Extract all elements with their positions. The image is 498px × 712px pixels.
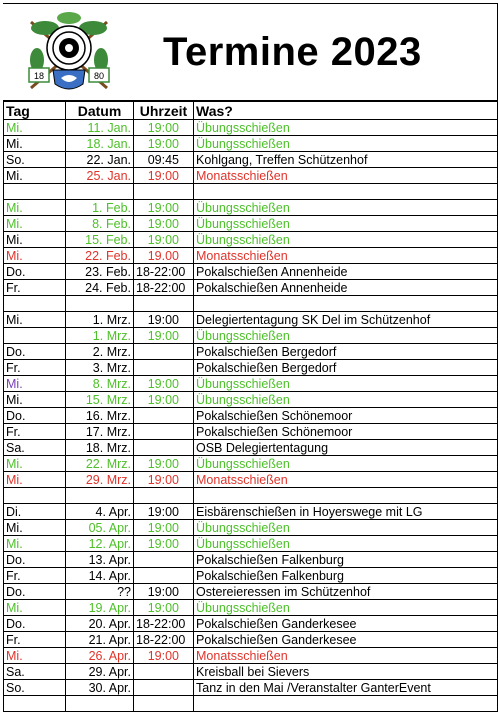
cell-day: Mi. — [4, 120, 66, 136]
cell-date: 21. Apr. — [66, 632, 134, 648]
cell-day: Mi. — [4, 520, 66, 536]
table-row — [4, 536, 498, 552]
cell-what: Übungsschießen — [194, 216, 498, 232]
cell-day: Mi. — [4, 136, 66, 152]
column-header-day: Tag — [4, 101, 66, 120]
cell-time: 19:00 — [134, 456, 194, 472]
table-row — [4, 504, 498, 520]
cell-time — [134, 488, 194, 504]
table-body — [4, 120, 498, 712]
table-row — [4, 328, 498, 344]
table-row — [4, 248, 498, 264]
cell-date: 16. Mrz. — [66, 408, 134, 424]
cell-time: 19:00 — [134, 232, 194, 248]
cell-time: 19:00 — [134, 536, 194, 552]
cell-date: ?? — [66, 584, 134, 600]
cell-what: Pokalschießen Schönemoor — [194, 408, 498, 424]
cell-day: Mi. — [4, 312, 66, 328]
cell-time: 18-22:00 — [134, 616, 194, 632]
table-row — [4, 600, 498, 616]
table-row — [4, 184, 498, 200]
cell-time: 19:00 — [134, 584, 194, 600]
table-row — [4, 264, 498, 280]
cell-time — [134, 568, 194, 584]
cell-what: Übungsschießen — [194, 232, 498, 248]
cell-day: So. — [4, 152, 66, 168]
cell-what: Pokalschießen Bergedorf — [194, 344, 498, 360]
cell-date — [66, 296, 134, 312]
column-header-time: Uhrzeit — [134, 101, 194, 120]
cell-time: 19:00 — [134, 472, 194, 488]
cell-what: Tanz in den Mai /Veranstalter GanterEvent — [194, 680, 498, 696]
cell-what: Pokalschießen Annenheide — [194, 280, 498, 296]
cell-date: 25. Jan. — [66, 168, 134, 184]
cell-date — [66, 184, 134, 200]
table-row — [4, 408, 498, 424]
cell-date: 13. Apr. — [66, 552, 134, 568]
table-row — [4, 200, 498, 216]
cell-day: Mi. — [4, 456, 66, 472]
table-row — [4, 616, 498, 632]
cell-what: Monatsschießen — [194, 248, 498, 264]
cell-what — [194, 184, 498, 200]
cell-date: 29. Mrz. — [66, 472, 134, 488]
cell-time: 19:00 — [134, 648, 194, 664]
cell-day: Do. — [4, 616, 66, 632]
schedule-table — [3, 100, 498, 712]
table-row — [4, 424, 498, 440]
cell-date: 22. Feb. — [66, 248, 134, 264]
cell-what: OSB Delegiertentagung — [194, 440, 498, 456]
cell-day: Fr. — [4, 568, 66, 584]
cell-what: Ostereieressen im Schützenhof — [194, 584, 498, 600]
table-row — [4, 584, 498, 600]
table-row — [4, 696, 498, 712]
cell-date: 05. Apr. — [66, 520, 134, 536]
table-row — [4, 168, 498, 184]
table-row — [4, 344, 498, 360]
cell-time: 18-22:00 — [134, 632, 194, 648]
cell-day — [4, 328, 66, 344]
cell-time: 19:00 — [134, 216, 194, 232]
cell-date: 23. Feb. — [66, 264, 134, 280]
cell-day: Do. — [4, 264, 66, 280]
cell-what: Monatsschießen — [194, 648, 498, 664]
sheet-header — [3, 3, 497, 100]
cell-what: Monatsschießen — [194, 168, 498, 184]
cell-date: 3. Mrz. — [66, 360, 134, 376]
cell-date: 19. Apr. — [66, 600, 134, 616]
cell-what: Übungsschießen — [194, 376, 498, 392]
table-row — [4, 680, 498, 696]
cell-date: 17. Mrz. — [66, 424, 134, 440]
cell-time — [134, 552, 194, 568]
cell-time: 09:45 — [134, 152, 194, 168]
cell-day: Do. — [4, 584, 66, 600]
cell-date: 20. Apr. — [66, 616, 134, 632]
cell-date: 1. Feb. — [66, 200, 134, 216]
table-row — [4, 472, 498, 488]
table-row — [4, 552, 498, 568]
cell-date: 18. Jan. — [66, 136, 134, 152]
table-row — [4, 296, 498, 312]
column-header-date: Datum — [66, 101, 134, 120]
cell-date: 30. Apr. — [66, 680, 134, 696]
cell-time: 18-22:00 — [134, 264, 194, 280]
cell-what: Übungsschießen — [194, 536, 498, 552]
cell-what: Monatsschießen — [194, 472, 498, 488]
cell-date: 12. Apr. — [66, 536, 134, 552]
club-crest-icon — [23, 8, 115, 94]
cell-time — [134, 184, 194, 200]
cell-date: 1. Mrz. — [66, 328, 134, 344]
cell-day: Mi. — [4, 216, 66, 232]
cell-what: Übungsschießen — [194, 120, 498, 136]
cell-time: 19:00 — [134, 328, 194, 344]
table-row — [4, 488, 498, 504]
cell-day: Fr. — [4, 424, 66, 440]
cell-time: 19:00 — [134, 312, 194, 328]
table-row — [4, 216, 498, 232]
cell-day — [4, 184, 66, 200]
table-row — [4, 632, 498, 648]
cell-what: Übungsschießen — [194, 456, 498, 472]
cell-date: 4. Apr. — [66, 504, 134, 520]
table-row — [4, 152, 498, 168]
cell-day: Mi. — [4, 600, 66, 616]
cell-time: 18-22:00 — [134, 280, 194, 296]
cell-time: 19:00 — [134, 520, 194, 536]
cell-what: Pokalschießen Ganderkesee — [194, 616, 498, 632]
cell-what: Übungsschießen — [194, 600, 498, 616]
cell-time — [134, 408, 194, 424]
cell-day — [4, 296, 66, 312]
cell-time — [134, 296, 194, 312]
cell-date: 29. Apr. — [66, 664, 134, 680]
cell-date: 15. Feb. — [66, 232, 134, 248]
cell-time — [134, 440, 194, 456]
cell-day: Do. — [4, 408, 66, 424]
cell-day: Mi. — [4, 232, 66, 248]
cell-day — [4, 696, 66, 712]
cell-date: 2. Mrz. — [66, 344, 134, 360]
cell-time: 19:00 — [134, 200, 194, 216]
cell-day: Mi. — [4, 168, 66, 184]
cell-time: 19:00 — [134, 392, 194, 408]
table-row — [4, 456, 498, 472]
cell-date: 18. Mrz. — [66, 440, 134, 456]
cell-what: Übungsschießen — [194, 328, 498, 344]
cell-time — [134, 696, 194, 712]
cell-time: 19:00 — [134, 120, 194, 136]
table-header-row — [4, 101, 498, 120]
cell-date: 15. Mrz. — [66, 392, 134, 408]
cell-date: 11. Jan. — [66, 120, 134, 136]
cell-what: Pokalschießen Annenheide — [194, 264, 498, 280]
table-row — [4, 440, 498, 456]
cell-date — [66, 488, 134, 504]
cell-day: Di. — [4, 504, 66, 520]
cell-day: Mi. — [4, 392, 66, 408]
table-row — [4, 360, 498, 376]
cell-time — [134, 424, 194, 440]
cell-date: 1. Mrz. — [66, 312, 134, 328]
cell-time — [134, 360, 194, 376]
cell-what: Eisbärenschießen in Hoyerswege mit LG — [194, 504, 498, 520]
schedule-sheet — [3, 3, 498, 695]
cell-date: 24. Feb. — [66, 280, 134, 296]
cell-date: 22. Mrz. — [66, 456, 134, 472]
table-row — [4, 232, 498, 248]
cell-date: 22. Jan. — [66, 152, 134, 168]
cell-date: 14. Apr. — [66, 568, 134, 584]
cell-time: 19:00 — [134, 376, 194, 392]
table-row — [4, 664, 498, 680]
cell-day: Fr. — [4, 360, 66, 376]
cell-time: 19.00 — [134, 248, 194, 264]
cell-time: 19:00 — [134, 168, 194, 184]
cell-day — [4, 488, 66, 504]
cell-time: 19:00 — [134, 600, 194, 616]
cell-time — [134, 344, 194, 360]
cell-what: Übungsschießen — [194, 520, 498, 536]
cell-date — [66, 696, 134, 712]
table-row — [4, 280, 498, 296]
cell-what — [194, 296, 498, 312]
cell-day: Mi. — [4, 536, 66, 552]
cell-day: Mi. — [4, 200, 66, 216]
page-title: Termine 2023 — [163, 30, 422, 74]
cell-what: Übungsschießen — [194, 392, 498, 408]
cell-what: Pokalschießen Falkenburg — [194, 552, 498, 568]
cell-what: Delegiertentagung SK Del im Schützenhof — [194, 312, 498, 328]
column-header-what: Was? — [194, 101, 498, 120]
cell-what — [194, 488, 498, 504]
cell-what: Pokalschießen Schönemoor — [194, 424, 498, 440]
cell-day: Mi. — [4, 376, 66, 392]
cell-what: Pokalschießen Falkenburg — [194, 568, 498, 584]
cell-what: Kohlgang, Treffen Schützenhof — [194, 152, 498, 168]
cell-what: Pokalschießen Bergedorf — [194, 360, 498, 376]
cell-time — [134, 680, 194, 696]
table-row — [4, 520, 498, 536]
cell-date: 8. Feb. — [66, 216, 134, 232]
cell-day: Fr. — [4, 280, 66, 296]
cell-day: Mi. — [4, 648, 66, 664]
cell-date: 8. Mrz. — [66, 376, 134, 392]
cell-what: Kreisball bei Sievers — [194, 664, 498, 680]
cell-what: Übungsschießen — [194, 136, 498, 152]
logo-year-left: 18 — [33, 71, 45, 81]
cell-time — [134, 664, 194, 680]
cell-day: Do. — [4, 344, 66, 360]
table-row — [4, 376, 498, 392]
cell-time: 19:00 — [134, 504, 194, 520]
cell-what: Pokalschießen Ganderkesee — [194, 632, 498, 648]
table-row — [4, 648, 498, 664]
table-row — [4, 392, 498, 408]
logo-year-right: 80 — [93, 71, 105, 81]
cell-what: Übungsschießen — [194, 200, 498, 216]
cell-day: Fr. — [4, 632, 66, 648]
cell-day: Mi. — [4, 472, 66, 488]
cell-day: So. — [4, 680, 66, 696]
cell-time: 19:00 — [134, 136, 194, 152]
table-row — [4, 136, 498, 152]
cell-date: 26. Apr. — [66, 648, 134, 664]
cell-what — [194, 696, 498, 712]
cell-day: Do. — [4, 552, 66, 568]
cell-day: Mi. — [4, 248, 66, 264]
cell-day: Sa. — [4, 664, 66, 680]
table-row — [4, 568, 498, 584]
table-row — [4, 120, 498, 136]
cell-day: Sa. — [4, 440, 66, 456]
table-row — [4, 312, 498, 328]
